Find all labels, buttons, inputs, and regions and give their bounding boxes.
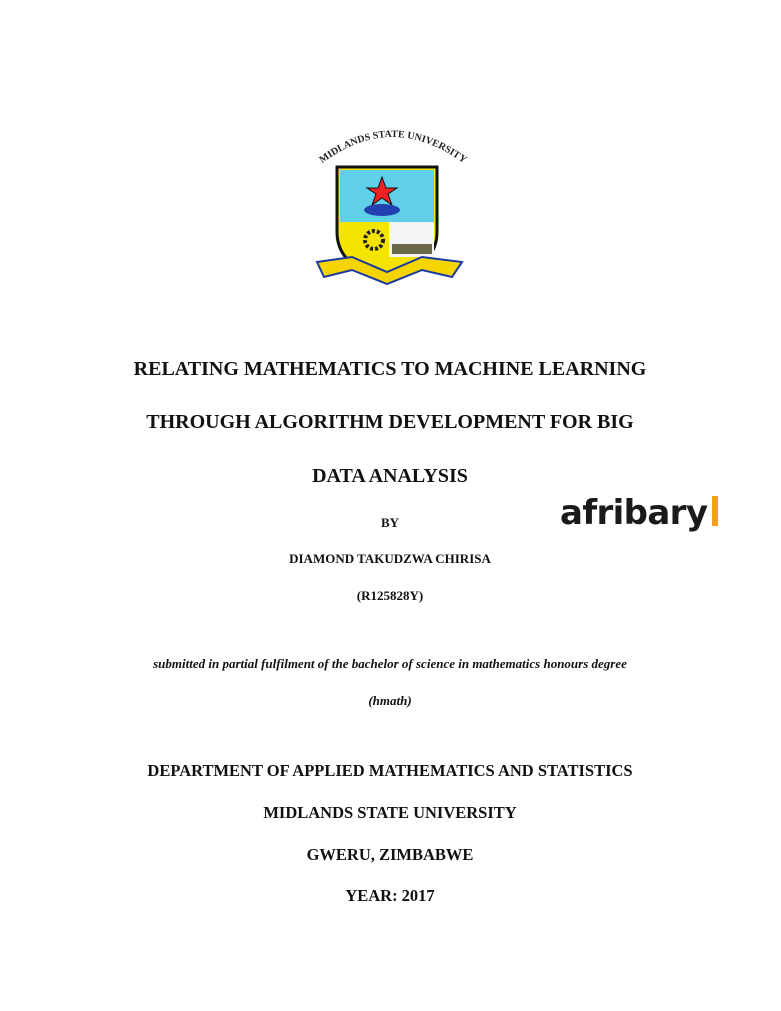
location: GWERU, ZIMBABWE (306, 845, 474, 864)
university: MIDLANDS STATE UNIVERSITY (263, 803, 517, 822)
degree-code: (hmath) (368, 693, 412, 708)
year: YEAR: 2017 (345, 886, 435, 905)
svg-text:MIDLANDS STATE UNIVERSITY: MIDLANDS STATE UNIVERSITY (317, 128, 469, 166)
registration-number: (R125828Y) (356, 588, 424, 603)
svg-text:afribary: afribary (560, 493, 708, 533)
title-line-2: THROUGH ALGORITHM DEVELOPMENT FOR BIG (146, 411, 634, 433)
submission-statement: submitted in partial fulfilment of the bachelor of science in mathematics honours degree (153, 656, 627, 671)
title-line-3: DATA ANALYSIS (312, 465, 468, 487)
university-crest-logo (312, 122, 472, 292)
by-label: BY (380, 515, 400, 530)
pencil-icon (712, 496, 718, 526)
afribary-watermark (560, 492, 720, 537)
author-name: DIAMOND TAKUDZWA CHIRISA (289, 551, 491, 566)
title-line-1: RELATING MATHEMATICS TO MACHINE LEARNING (133, 358, 647, 380)
department: DEPARTMENT OF APPLIED MATHEMATICS AND STATISTICS (147, 761, 633, 780)
